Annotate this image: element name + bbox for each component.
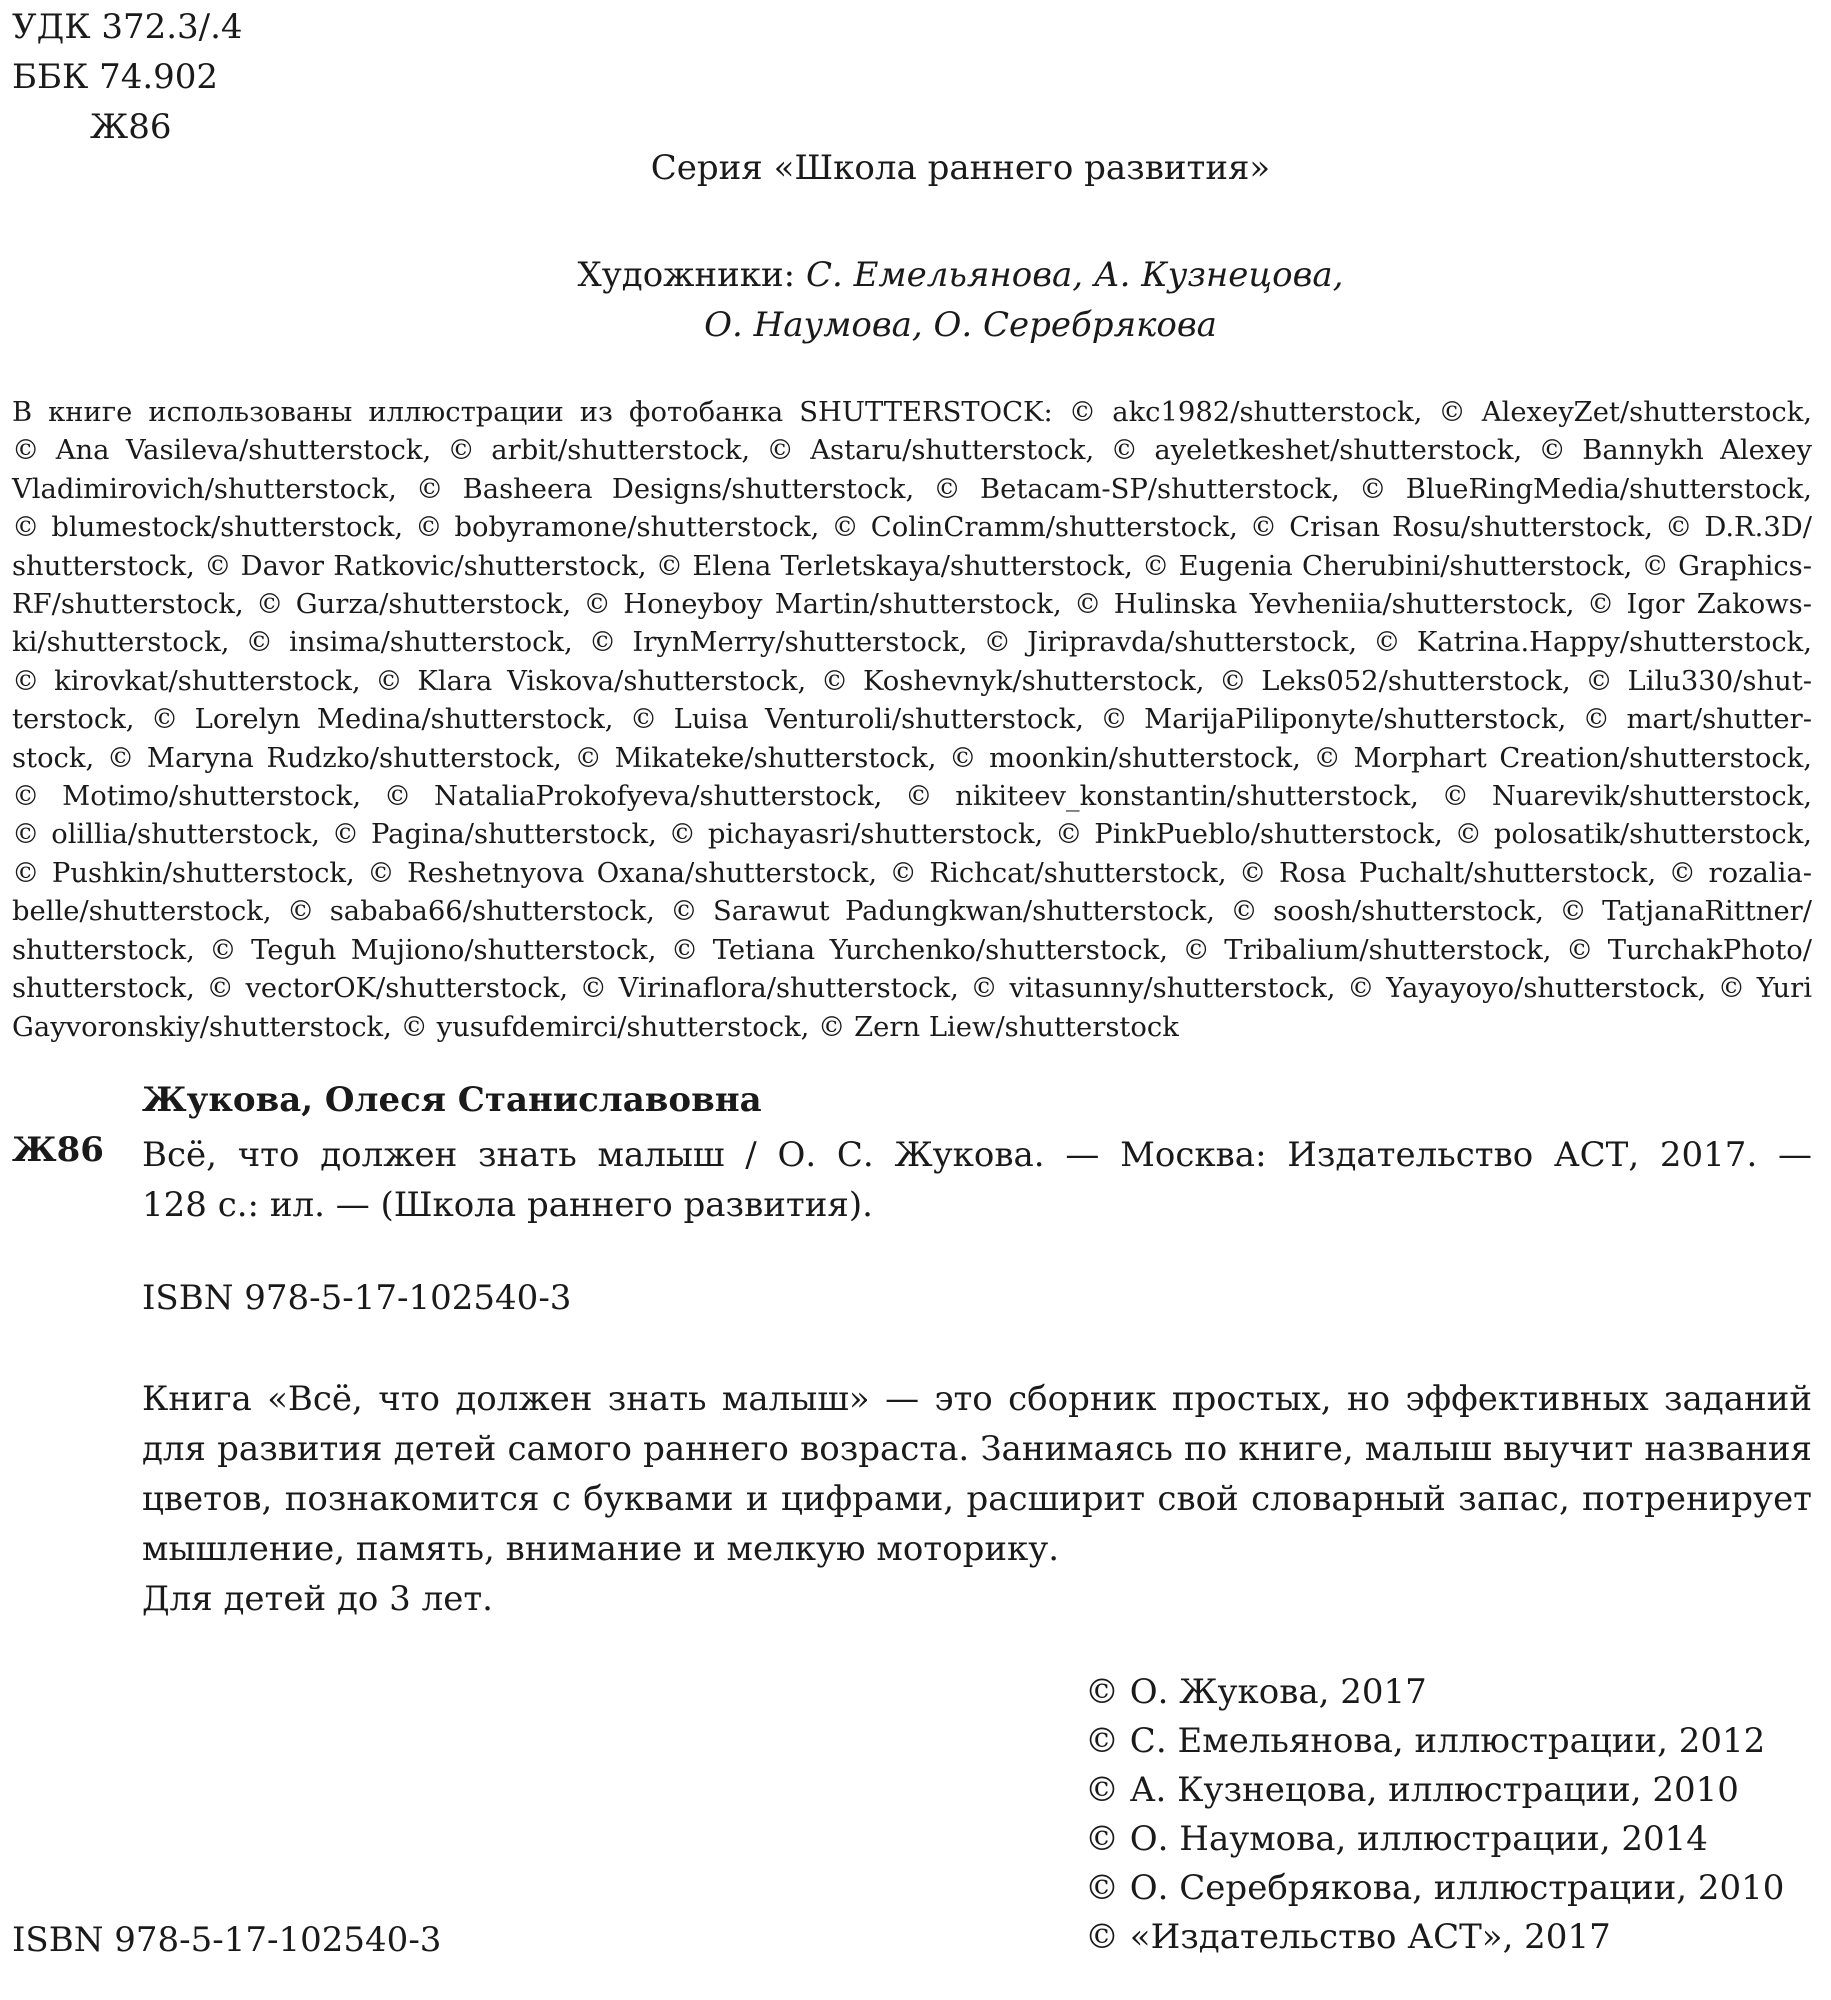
copyright-line: © О. Наумова, иллюстрации, 2014 bbox=[1085, 1819, 1708, 1859]
credits-line: © Ana Vasileva/shutterstock, © arbit/shutterstock, © Astaru/shutterstock, © ayeletkeshet/shutterstock, © Bannykh Alexey bbox=[12, 435, 1812, 467]
credits-line: © blumestock/shutterstock, © bobyramone/shutterstock, © ColinCramm/shutterstock, © Crisan Rosu/shutterstock, © D.R.3D/ bbox=[12, 512, 1812, 544]
cutter-code: Ж86 bbox=[12, 1130, 104, 1170]
credits-line: RF/shutterstock, © Gurza/shutterstock, © Honeyboy Martin/shutterstock, © Hulinska Yevheniia/shutterstock, © Igor Zakows- bbox=[12, 589, 1812, 621]
bbk-code: ББК 74.902 bbox=[12, 57, 219, 97]
annotation bbox=[142, 1374, 1812, 1624]
artists-line-1 bbox=[90, 250, 1831, 300]
annotation-line: мышление, память, внимание и мелкую моторику. bbox=[142, 1529, 1060, 1569]
credits-line: © Motimo/shutterstock, © NataliaProkofyeva/shutterstock, © nikiteev_konstantin/shutterstock, © Nuarevik/shutterstock, bbox=[12, 781, 1812, 813]
biblio-line-1: Всё, что должен знать малыш / О. С. Жукова. — Москва: Издательство АСТ, 2017. — bbox=[142, 1135, 1812, 1175]
annotation-line: для развития детей самого раннего возраста. Занимаясь по книге, малыш выучит названия bbox=[142, 1429, 1812, 1469]
copyright-block bbox=[1085, 1668, 1784, 1962]
photo-credits bbox=[12, 394, 1812, 1047]
annotation-line: Книга «Всё, что должен знать малыш» — это сборник простых, но эффективных заданий bbox=[142, 1379, 1812, 1419]
credits-line: В книге использованы иллюстрации из фотобанка SHUTTERSTOCK: © akc1982/shutterstock, © AlexeyZet/shutterstock, bbox=[12, 397, 1812, 428]
age-note: Для детей до 3 лет. bbox=[142, 1579, 493, 1619]
credits-line: © olillia/shutterstock, © Pagina/shutterstock, © pichayasri/shutterstock, © PinkPueblo/shutterstock, © polosatik/shutterstock, bbox=[12, 819, 1812, 851]
credits-line: shutterstock, © vectorOK/shutterstock, © Virinaflora/shutterstock, © vitasunny/shutterstock, © Yayayoyo/shutterstock, © Yuri bbox=[12, 973, 1812, 1005]
copyright-line: © «Издательство АСТ», 2017 bbox=[1085, 1917, 1611, 1957]
biblio-line-2: 128 с.: ил. — (Школа раннего развития). bbox=[142, 1185, 873, 1225]
credits-line: stock, © Maryna Rudzko/shutterstock, © Mikateke/shutterstock, © moonkin/shutterstock, © Morphart Creation/shutterstock, bbox=[12, 742, 1812, 774]
copyright-line: © О. Жукова, 2017 bbox=[1085, 1672, 1427, 1712]
credits-line: Gayvoronskiy/shutterstock, © yusufdemirci/shutterstock, © Zern Liew/shutterstock bbox=[12, 1011, 1179, 1043]
artists-line-2 bbox=[90, 300, 1831, 350]
isbn-main: ISBN 978-5-17-102540-3 bbox=[142, 1278, 572, 1318]
credits-line: terstock, © Lorelyn Medina/shutterstock, © Luisa Venturoli/shutterstock, © MarijaPiliponyte/shutterstock, © mart/shutter- bbox=[12, 704, 1812, 736]
credits-line: belle/shutterstock, © sababa66/shutterstock, © Sarawut Padungkwan/shutterstock, © soosh/shutterstock, © TatjanaRittner/ bbox=[12, 896, 1812, 928]
bibliographic-description bbox=[142, 1130, 1812, 1230]
artists-label: Художники: bbox=[577, 255, 796, 295]
series-title: Серия «Школа раннего развития» bbox=[650, 148, 1271, 188]
copyright-line: © А. Кузнецова, иллюстрации, 2010 bbox=[1085, 1770, 1739, 1810]
artists-names-2: О. Наумова, О. Серебрякова bbox=[704, 305, 1217, 345]
author-name: Жукова, Олеся Станиславовна bbox=[142, 1080, 762, 1120]
isbn-bottom: ISBN 978-5-17-102540-3 bbox=[12, 1920, 442, 1960]
artists-names-1: С. Емельянова, А. Кузнецова, bbox=[805, 255, 1344, 295]
artists-block bbox=[0, 250, 1831, 350]
credits-line: shutterstock, © Teguh Mujiono/shutterstock, © Tetiana Yurchenko/shutterstock, © Tribalium/shutterstock, © TurchakPhoto/ bbox=[12, 934, 1812, 966]
credits-line: shutterstock, © Davor Ratkovic/shutterstock, © Elena Terletskaya/shutterstock, © Eugenia Cherubini/shutterstock, © Graphics- bbox=[12, 550, 1812, 582]
credits-line: ki/shutterstock, © insima/shutterstock, © IrynMerry/shutterstock, © Jiripravda/shutterstock, © Katrina.Happy/shutterstock, bbox=[12, 627, 1812, 659]
credits-line: Vladimirovich/shutterstock, © Basheera Designs/shutterstock, © Betacam-SP/shutterstock, © BlueRingMedia/shutterstock, bbox=[12, 473, 1812, 505]
annotation-line: цветов, познакомится с буквами и цифрами, расширит свой словарный запас, потренирует bbox=[142, 1479, 1812, 1519]
classification-codes bbox=[12, 2, 243, 152]
udk-code: УДК 372.3/.4 bbox=[12, 7, 243, 47]
copyright-line: © О. Серебрякова, иллюстрации, 2010 bbox=[1085, 1868, 1785, 1908]
credits-line: © kirovkat/shutterstock, © Klara Viskova/shutterstock, © Koshevnyk/shutterstock, © Leks052/shutterstock, © Lilu330/shut- bbox=[12, 665, 1812, 697]
cutter-code-header: Ж86 bbox=[90, 107, 172, 147]
copyright-line: © С. Емельянова, иллюстрации, 2012 bbox=[1085, 1721, 1766, 1761]
credits-line: © Pushkin/shutterstock, © Reshetnyova Oxana/shutterstock, © Richcat/shutterstock, © Rosa Puchalt/shutterstock, © rozalia- bbox=[12, 857, 1812, 889]
